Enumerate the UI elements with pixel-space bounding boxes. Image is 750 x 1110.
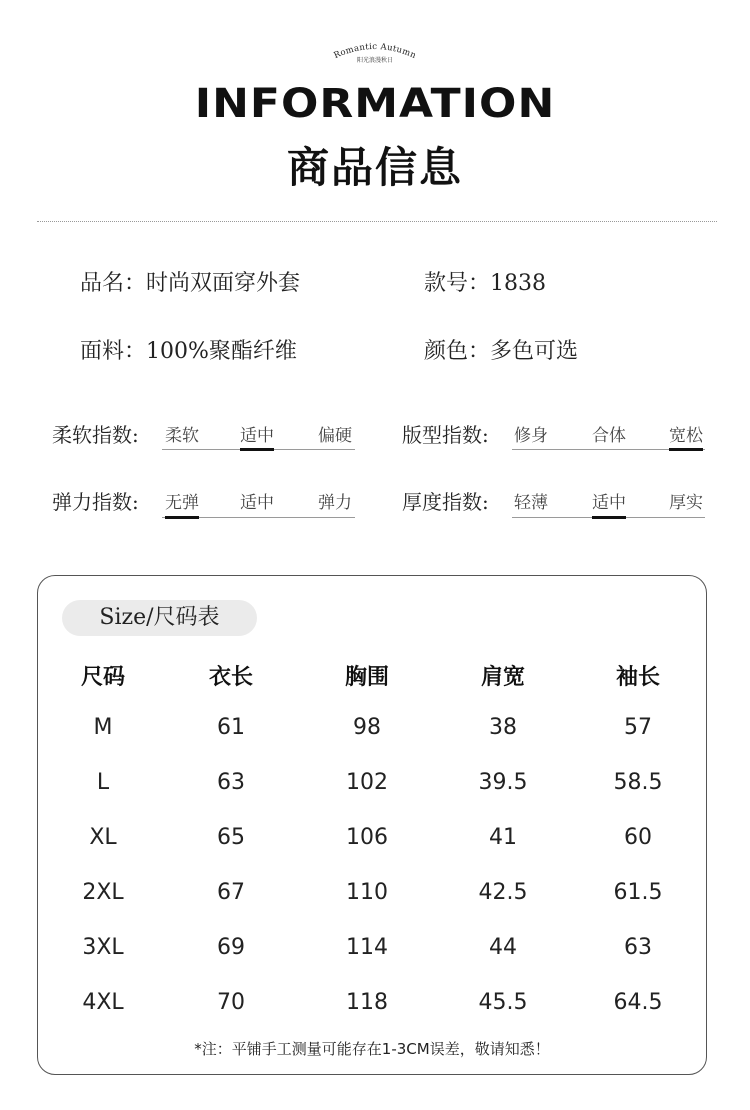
table-cell: 42.5 [478,880,528,905]
product-color [424,334,578,365]
product-fabric-value: 100%聚酯纤维 [146,339,297,364]
index-selected-marker [240,448,274,451]
table-header-cell: 衣长 [208,665,253,690]
table-cell: 41 [489,825,517,850]
table-cell: 39.5 [478,770,528,795]
table-cell: 63 [624,935,652,960]
product-fabric [80,334,297,365]
table-row-size: 3XL [82,935,124,960]
size-chart-title: Size/尺码表 [99,605,220,630]
index-option: 轻薄 [514,493,548,513]
product-code [424,266,546,297]
product-name-value: 时尚双面穿外套 [146,271,301,296]
table-cell: 63 [217,770,245,795]
arc-text: Romantic Autumn [332,41,418,62]
measurement-note: *注：平铺手工测量可能存在1-3CM误差，敬请知悉！ [194,1040,550,1058]
index-option: 适中 [592,493,626,513]
index-label: 厚度指数: [402,490,489,514]
index-selected-marker [592,516,626,519]
table-cell: 61 [217,715,245,740]
product-code-value: 1838 [490,271,547,296]
product-name [80,266,300,297]
index-option: 适中 [240,426,274,446]
table-cell: 38 [489,715,517,740]
index-option: 修身 [514,426,548,446]
table-row-size: M [93,715,113,740]
index-label: 版型指数: [402,423,489,447]
table-cell: 61.5 [613,880,663,905]
index-option: 宽松 [669,426,703,446]
table-cell: 98 [353,715,381,740]
table-row-size: 4XL [82,990,124,1015]
table-row-size: L [96,770,110,795]
index-option: 弹力 [318,493,352,513]
product-color-value: 多色可选 [490,339,579,364]
table-header-cell: 袖长 [615,665,660,690]
table-cell: 114 [346,935,388,960]
table-header-cell: 胸围 [344,665,389,690]
table-cell: 69 [217,935,245,960]
arc-subtitle: 阳光浪漫秋日 [356,57,393,64]
table-cell: 67 [217,880,245,905]
product-code-label: 款号： [424,271,491,296]
table-header-cell: 肩宽 [480,665,525,690]
table-row-size: 2XL [82,880,124,905]
index-option: 柔软 [165,426,199,446]
table-cell: 70 [217,990,245,1015]
table-cell: 106 [346,825,388,850]
table-cell: 44 [489,935,517,960]
index-selected-marker [669,448,703,451]
divider [37,221,717,222]
table-cell: 64.5 [613,990,663,1015]
index-label: 柔软指数: [52,423,139,447]
table-row-size: XL [89,825,117,850]
table-cell: 58.5 [613,770,663,795]
product-color-label: 颜色： [424,339,491,364]
index-label: 弹力指数: [52,490,139,514]
product-name-label: 品名： [80,271,147,296]
index-option: 无弹 [165,493,199,513]
table-header-cell: 尺码 [80,665,125,690]
index-selected-marker [165,516,199,519]
table-cell: 102 [346,770,388,795]
index-option: 厚实 [669,493,703,513]
table-cell: 110 [346,880,388,905]
index-option: 适中 [240,493,274,513]
table-cell: 57 [624,715,652,740]
index-option: 偏硬 [318,426,352,446]
index-option: 合体 [592,426,626,446]
table-cell: 118 [346,990,388,1015]
table-cell: 65 [217,825,245,850]
table-cell: 45.5 [478,990,528,1015]
table-cell: 60 [624,825,652,850]
page-title-cn: 商品信息 [286,143,463,192]
product-fabric-label: 面料： [80,339,147,364]
page-title-en: INFORMATION [194,80,556,127]
